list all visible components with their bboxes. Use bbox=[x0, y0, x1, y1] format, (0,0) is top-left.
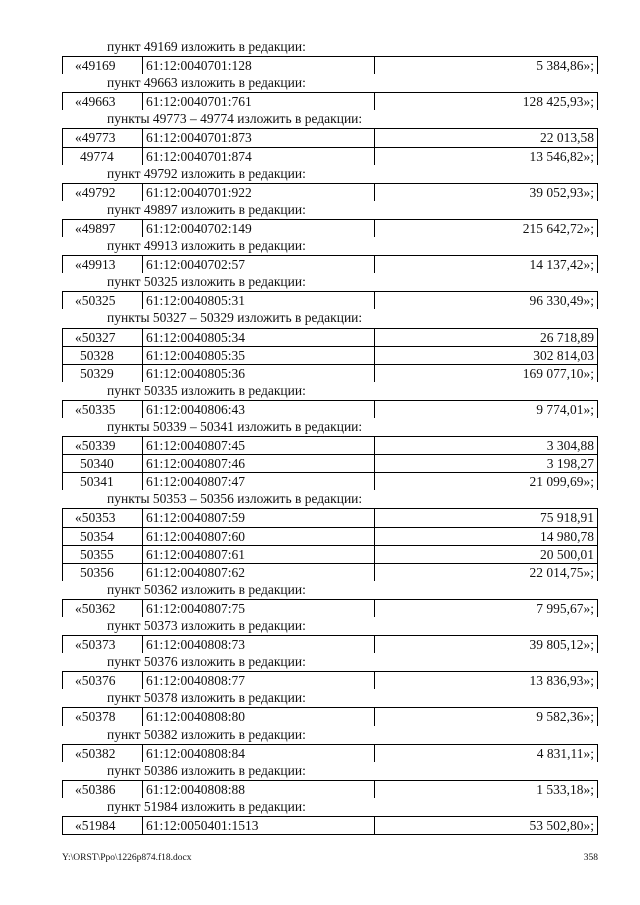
table-row bbox=[62, 147, 598, 165]
cadastral-number: 61:12:0040808:73 bbox=[143, 636, 375, 653]
cadastral-value: 39 805,12»; bbox=[529, 637, 594, 653]
amendment-heading: пункт 50378 изложить в редакции: bbox=[107, 690, 306, 706]
amendment-heading: пункт 49169 изложить в редакции: bbox=[107, 39, 306, 54]
item-number: «50325 bbox=[63, 292, 143, 309]
cadastral-number: 61:12:0040701:761 bbox=[143, 93, 375, 110]
cadastral-value: 9 582,36»; bbox=[536, 709, 594, 725]
table-row bbox=[62, 436, 598, 454]
amendments-list bbox=[62, 38, 598, 835]
item-number: «50386 bbox=[63, 781, 143, 798]
cadastral-value: 20 500,01 bbox=[540, 546, 594, 562]
amendment-heading: пункт 49897 изложить в редакции: bbox=[107, 201, 306, 217]
table-row bbox=[62, 346, 598, 364]
amendment-heading: пункт 50373 изложить в редакции: bbox=[107, 618, 306, 633]
cadastral-value: 21 099,69»; bbox=[529, 474, 594, 490]
item-number: «49913 bbox=[63, 256, 143, 273]
item-number: «50382 bbox=[63, 745, 143, 762]
table-row bbox=[62, 780, 598, 798]
cadastral-value: 22 014,75»; bbox=[529, 564, 594, 580]
cadastral-value: 3 198,27 bbox=[546, 456, 594, 472]
amendment-heading: пункты 49773 – 49774 изложить в редакции: bbox=[107, 111, 363, 127]
cadastral-number: 61:12:0040702:149 bbox=[143, 220, 375, 237]
cadastral-number: 61:12:0040701:874 bbox=[143, 148, 375, 165]
cadastral-number: 61:12:0040701:922 bbox=[143, 184, 375, 201]
amendment-heading: пункт 49792 изложить в редакции: bbox=[107, 165, 306, 181]
amendment-heading: пункт 50382 изложить в редакции: bbox=[107, 726, 306, 742]
table-row bbox=[62, 563, 598, 581]
cadastral-value: 128 425,93»; bbox=[522, 94, 594, 110]
cadastral-value: 39 052,93»; bbox=[529, 184, 594, 200]
item-number: «51984 bbox=[63, 817, 143, 834]
cadastral-value: 53 502,80»; bbox=[529, 818, 594, 834]
cadastral-number: 61:12:0040807:62 bbox=[143, 564, 375, 581]
cadastral-value: 75 918,91 bbox=[540, 510, 594, 526]
cadastral-number: 61:12:0040805:31 bbox=[143, 292, 375, 309]
item-number: 50354 bbox=[63, 528, 143, 545]
item-number: «50376 bbox=[63, 672, 143, 689]
item-number: «49897 bbox=[63, 220, 143, 237]
cadastral-number: 61:12:0040808:88 bbox=[143, 781, 375, 798]
cadastral-number: 61:12:0040702:57 bbox=[143, 256, 375, 273]
amendment-heading: пункт 50386 изложить в редакции: bbox=[107, 762, 306, 778]
table-row bbox=[62, 707, 598, 725]
file-path: Y:\ORST\Ppo\1226p874.f18.docx bbox=[62, 853, 192, 863]
cadastral-value: 5 384,86»; bbox=[536, 58, 594, 74]
cadastral-number: 61:12:0040805:35 bbox=[143, 347, 375, 364]
cadastral-value: 96 330,49»; bbox=[529, 293, 594, 309]
item-number: «50362 bbox=[63, 600, 143, 617]
cadastral-number: 61:12:0040807:60 bbox=[143, 528, 375, 545]
item-number: «50353 bbox=[63, 509, 143, 526]
cadastral-number: 61:12:0040807:61 bbox=[143, 546, 375, 563]
cadastral-number: 61:12:0040701:873 bbox=[143, 129, 375, 146]
amendment-heading: пункты 50353 – 50356 изложить в редакции: bbox=[107, 491, 363, 507]
table-row bbox=[62, 545, 598, 563]
table-row bbox=[62, 454, 598, 472]
cadastral-value: 14 980,78 bbox=[540, 528, 594, 544]
table-row bbox=[62, 671, 598, 689]
table-row bbox=[62, 364, 598, 382]
cadastral-number: 61:12:0040806:43 bbox=[143, 401, 375, 418]
item-number: «49792 bbox=[63, 184, 143, 201]
amendment-heading: пункты 50339 – 50341 изложить в редакции: bbox=[107, 418, 363, 434]
item-number: «49773 bbox=[63, 129, 143, 146]
item-number: 50356 bbox=[63, 564, 143, 581]
item-number: 50340 bbox=[63, 455, 143, 472]
item-number: «50378 bbox=[63, 708, 143, 725]
table-row bbox=[62, 527, 598, 545]
table-row bbox=[62, 219, 598, 237]
document-body bbox=[62, 38, 598, 835]
cadastral-number: 61:12:0040807:47 bbox=[143, 473, 375, 490]
cadastral-value: 9 774,01»; bbox=[536, 401, 594, 417]
amendment-heading: пункт 50376 изложить в редакции: bbox=[107, 654, 306, 670]
amendment-heading: пункт 51984 изложить в редакции: bbox=[107, 798, 306, 814]
cadastral-value: 215 642,72»; bbox=[522, 220, 594, 236]
table-row bbox=[62, 472, 598, 490]
table-row bbox=[62, 92, 598, 110]
page-footer bbox=[62, 853, 598, 863]
cadastral-number: 61:12:0050401:1513 bbox=[143, 817, 375, 834]
cadastral-number: 61:12:0040701:128 bbox=[143, 57, 375, 74]
cadastral-number: 61:12:0040805:34 bbox=[143, 329, 375, 346]
cadastral-value: 3 304,88 bbox=[546, 438, 594, 454]
cadastral-number: 61:12:0040807:45 bbox=[143, 437, 375, 454]
cadastral-number: 61:12:0040808:80 bbox=[143, 708, 375, 725]
amendment-heading: пункты 50327 – 50329 изложить в редакции: bbox=[107, 310, 363, 326]
table-row bbox=[62, 183, 598, 201]
item-number: 49774 bbox=[63, 148, 143, 165]
table-row bbox=[62, 291, 598, 309]
cadastral-number: 61:12:0040808:84 bbox=[143, 745, 375, 762]
table-row bbox=[62, 508, 598, 526]
cadastral-value: 4 831,11»; bbox=[536, 745, 594, 761]
amendment-heading: пункт 50325 изложить в редакции: bbox=[107, 274, 306, 290]
cadastral-number: 61:12:0040807:46 bbox=[143, 455, 375, 472]
table-row bbox=[62, 400, 598, 418]
page-number: 358 bbox=[583, 853, 598, 863]
table-row bbox=[62, 56, 598, 74]
cadastral-value: 7 995,67»; bbox=[536, 600, 594, 616]
item-number: «49663 bbox=[63, 93, 143, 110]
item-number: «50335 bbox=[63, 401, 143, 418]
cadastral-value: 1 533,18»; bbox=[536, 781, 594, 797]
amendment-heading: пункт 50362 изложить в редакции: bbox=[107, 581, 306, 597]
item-number: «49169 bbox=[63, 57, 143, 74]
cadastral-number: 61:12:0040807:59 bbox=[143, 509, 375, 526]
cadastral-number: 61:12:0040808:77 bbox=[143, 672, 375, 689]
item-number: 50328 bbox=[63, 347, 143, 364]
table-row bbox=[62, 816, 598, 834]
item-number: «50373 bbox=[63, 636, 143, 653]
cadastral-value: 13 836,93»; bbox=[529, 673, 594, 689]
item-number: 50355 bbox=[63, 546, 143, 563]
cadastral-value: 22 013,58 bbox=[540, 130, 594, 146]
table-row bbox=[62, 328, 598, 346]
table-row bbox=[62, 255, 598, 273]
item-number: «50327 bbox=[63, 329, 143, 346]
cadastral-number: 61:12:0040807:75 bbox=[143, 600, 375, 617]
item-number: 50341 bbox=[63, 473, 143, 490]
table-row bbox=[62, 744, 598, 762]
table-row bbox=[62, 635, 598, 653]
amendment-heading: пункт 50335 изложить в редакции: bbox=[107, 382, 306, 398]
table-row bbox=[62, 128, 598, 146]
item-number: 50329 bbox=[63, 365, 143, 382]
cadastral-value: 302 814,03 bbox=[533, 347, 594, 363]
cadastral-number: 61:12:0040805:36 bbox=[143, 365, 375, 382]
cadastral-value: 169 077,10»; bbox=[522, 365, 594, 381]
cadastral-value: 13 546,82»; bbox=[529, 148, 594, 164]
cadastral-value: 26 718,89 bbox=[540, 329, 594, 345]
table-row bbox=[62, 599, 598, 617]
amendment-heading: пункт 49663 изложить в редакции: bbox=[107, 75, 306, 91]
item-number: «50339 bbox=[63, 437, 143, 454]
amendment-heading: пункт 49913 изложить в редакции: bbox=[107, 238, 306, 254]
cadastral-value: 14 137,42»; bbox=[529, 257, 594, 273]
